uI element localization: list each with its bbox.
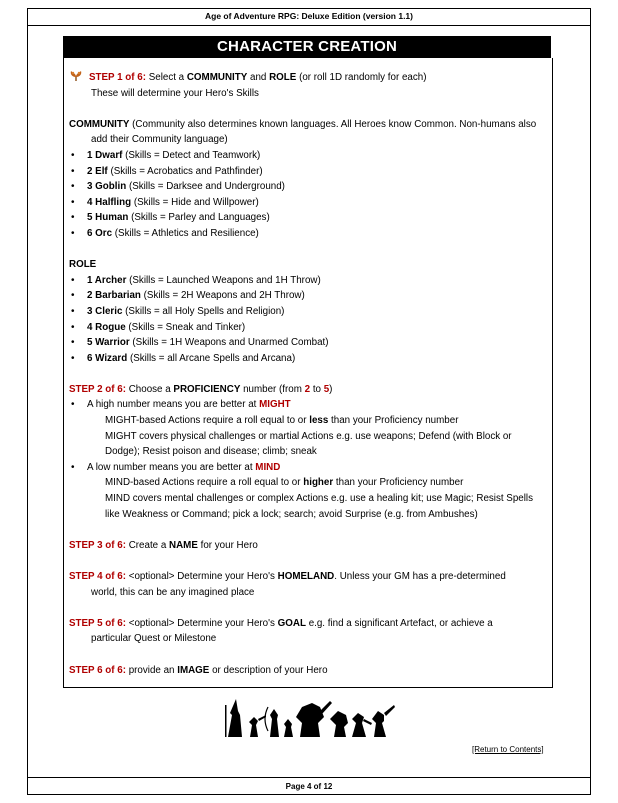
- list-item: [69, 351, 549, 367]
- step3-post: for your Hero: [200, 539, 258, 551]
- step6-word: IMAGE: [177, 664, 210, 676]
- list-item: [69, 164, 549, 180]
- item-skills: (Skills = 2H Weapons and 2H Throw): [143, 290, 305, 302]
- item-name: 6 Wizard: [87, 352, 128, 364]
- might-line2: MIGHT covers physical challenges or martial Actions e.g. use weapons; Defend (with Block or: [105, 430, 512, 442]
- item-name: 2 Elf: [87, 165, 108, 177]
- page-number: Page 4 of 12: [27, 777, 591, 795]
- mind-l1b: higher: [303, 477, 334, 489]
- step2-n5: 5: [323, 383, 330, 395]
- step6-post: or description of your Hero: [212, 664, 328, 676]
- step4-line: [69, 569, 549, 585]
- step6-label: STEP 6 of 6:: [69, 664, 126, 676]
- content-area: [69, 70, 549, 678]
- item-name: 6 Orc: [87, 227, 113, 239]
- item-name: 2 Barbarian: [87, 290, 141, 302]
- item-name: 5 Warrior: [87, 337, 130, 349]
- item-skills: (Skills = Detect and Teamwork): [125, 149, 261, 161]
- step1-community: COMMUNITY: [186, 72, 248, 83]
- step2-list: [69, 397, 549, 413]
- step1-and: and: [250, 72, 267, 83]
- list-item: [69, 195, 549, 211]
- return-to-contents-link[interactable]: [Return to Contents]: [472, 745, 544, 754]
- mind-line2: MIND covers mental challenges or complex Actions e.g. use a healing kit; use Magic; Resist Spells: [105, 493, 533, 505]
- step2-mid: number (from: [243, 383, 302, 395]
- step4-line2: world, this can be any imagined place: [91, 586, 255, 598]
- step5-line: [69, 616, 549, 632]
- list-item: [69, 335, 549, 351]
- list-item: [69, 226, 549, 242]
- step3-pre: Create a: [128, 539, 167, 551]
- might-line1: [69, 413, 549, 429]
- mind-line1: [69, 475, 549, 491]
- step5-line2: particular Quest or Milestone: [91, 633, 217, 645]
- list-item: [69, 460, 549, 476]
- step2-list-2: [69, 460, 549, 476]
- step1-role: ROLE: [269, 72, 297, 83]
- mind-line3: like Weakness or Command; pick a lock; search; avoid Surprise (e.g. from Ambushes): [105, 508, 478, 520]
- community-desc2: add their Community language): [91, 134, 228, 146]
- might-l1c: than your Proficiency number: [331, 415, 459, 427]
- step5-post: e.g. find a significant Artefact, or achieve a: [308, 617, 493, 629]
- step2-n2: 2: [304, 383, 311, 395]
- step2-pre: Choose a: [128, 383, 171, 395]
- list-item: [69, 304, 549, 320]
- item-name: 3 Cleric: [87, 305, 123, 317]
- item-skills: (Skills = Parley and Languages): [131, 212, 270, 224]
- list-item: [69, 273, 549, 289]
- might-line3: Dodge); Resist poison and disease; climb; sneak: [105, 446, 317, 458]
- might-lead: A high number means you are better at: [87, 399, 257, 411]
- step3-label: STEP 3 of 6:: [69, 539, 126, 551]
- item-name: 4 Rogue: [87, 321, 126, 333]
- running-header: Age of Adventure RPG: Deluxe Edition (version 1.1): [27, 8, 591, 26]
- item-skills: (Skills = Athletics and Resilience): [114, 227, 259, 239]
- step2-line: [69, 382, 549, 398]
- item-skills: (Skills = Hide and Willpower): [133, 196, 259, 208]
- step1-line2: These will determine your Hero's Skills: [91, 87, 259, 99]
- list-item: [69, 179, 549, 195]
- step1-pre: Select a: [148, 72, 185, 83]
- list-item: [69, 397, 549, 413]
- item-skills: (Skills = Launched Weapons and 1H Throw): [129, 274, 321, 286]
- mind-lead: A low number means you are better at: [87, 461, 253, 473]
- item-skills: (Skills = Darksee and Underground): [128, 181, 285, 193]
- list-item: [69, 210, 549, 226]
- community-heading-line: [69, 117, 549, 133]
- step4-pre: <optional> Determine your Hero's: [128, 571, 275, 582]
- item-skills: (Skills = all Arcane Spells and Arcana): [129, 352, 296, 364]
- item-skills: (Skills = all Holy Spells and Religion): [125, 305, 285, 317]
- step6-pre: provide an: [128, 664, 175, 676]
- item-skills: (Skills = Sneak and Tinker): [128, 321, 246, 333]
- step4-post: . Unless your GM has a pre-determined: [334, 571, 506, 582]
- item-name: 4 Halfling: [87, 196, 132, 208]
- step6-line: [69, 663, 549, 679]
- item-name: 1 Dwarf: [87, 149, 123, 161]
- role-heading: ROLE: [69, 259, 97, 271]
- community-heading: COMMUNITY: [69, 118, 130, 130]
- step2-label: STEP 2 of 6:: [69, 383, 126, 395]
- community-list: [69, 148, 549, 242]
- mind-l1c: than your Proficiency number: [335, 477, 464, 489]
- hero-silhouettes-image: [222, 697, 398, 737]
- step2-to: to: [312, 383, 321, 395]
- role-list: [69, 273, 549, 367]
- step5-label: STEP 5 of 6:: [69, 617, 126, 629]
- step2-close: ): [329, 383, 333, 395]
- step5-pre: <optional> Determine your Hero's: [128, 617, 275, 629]
- mind-l1a: MIND-based Actions require a roll equal to or: [105, 477, 301, 489]
- step3-line: [69, 538, 549, 554]
- item-name: 1 Archer: [87, 274, 127, 286]
- list-item: [69, 320, 549, 336]
- list-item: [69, 148, 549, 164]
- step1-label: STEP 1 of 6:: [89, 72, 146, 83]
- item-skills: (Skills = Acrobatics and Pathfinder): [110, 165, 263, 177]
- step3-word: NAME: [169, 539, 198, 551]
- step2-proficiency: PROFICIENCY: [173, 383, 241, 395]
- section-title: CHARACTER CREATION: [63, 36, 551, 58]
- tree-leaf-icon: [69, 70, 83, 82]
- step1-post: (or roll 1D randomly for each): [299, 72, 427, 83]
- step5-word: GOAL: [277, 617, 306, 629]
- might-word: MIGHT: [259, 399, 291, 411]
- step1-line: [69, 70, 549, 86]
- step4-word: HOMELAND: [277, 571, 335, 582]
- item-name: 5 Human: [87, 212, 129, 224]
- item-name: 3 Goblin: [87, 181, 127, 193]
- mind-word: MIND: [255, 461, 281, 473]
- list-item: [69, 288, 549, 304]
- item-skills: (Skills = 1H Weapons and Unarmed Combat): [132, 337, 329, 349]
- community-desc: (Community also determines known languages. All Heroes know Common. Non-humans also: [132, 118, 537, 130]
- might-l1a: MIGHT-based Actions require a roll equal to or: [105, 415, 307, 427]
- might-l1b: less: [309, 415, 329, 427]
- step4-label: STEP 4 of 6:: [69, 571, 126, 582]
